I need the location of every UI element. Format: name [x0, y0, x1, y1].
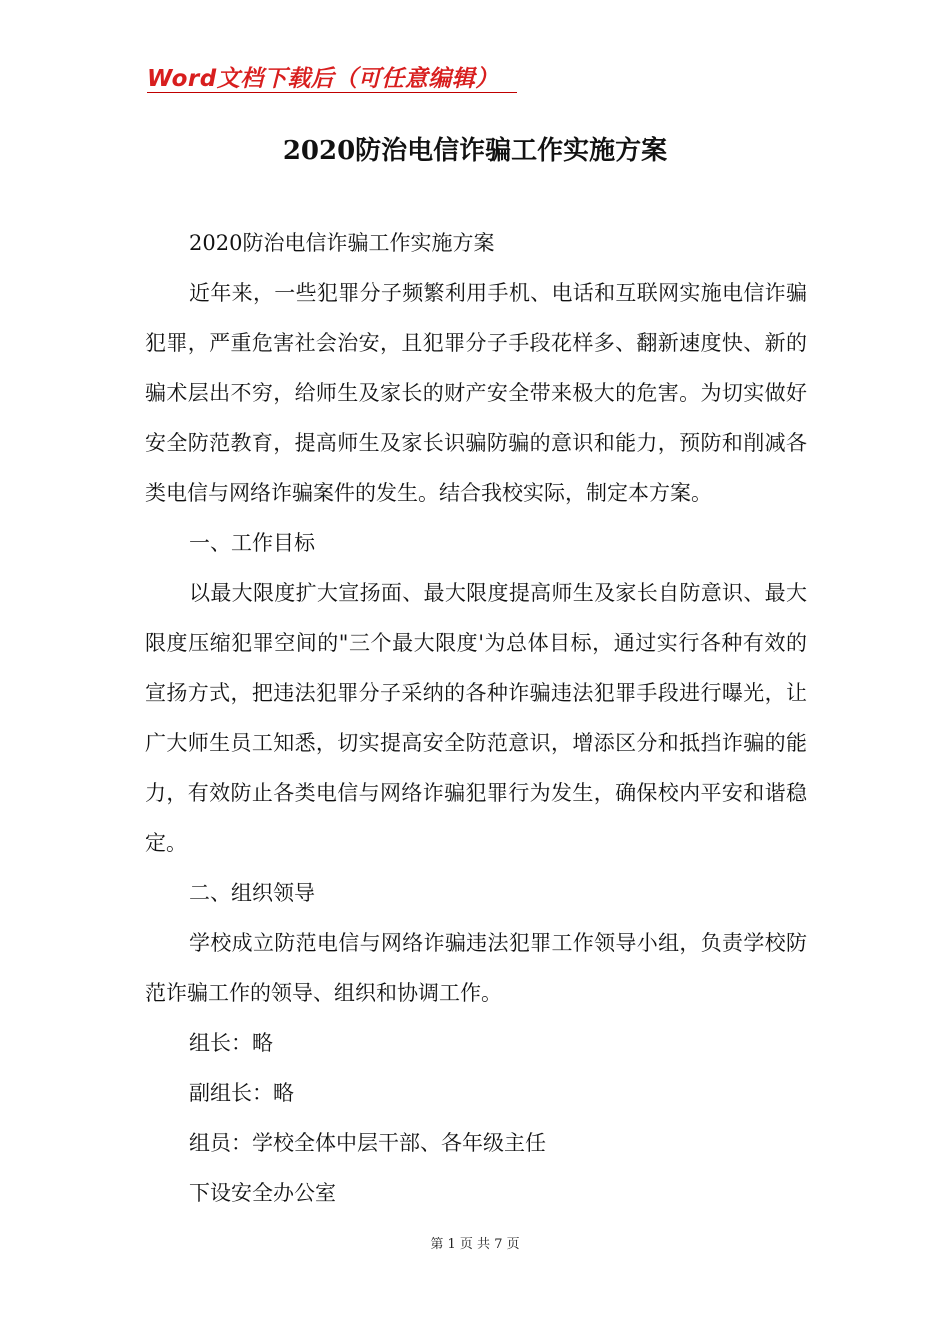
paragraph-members: 组员：学校全体中层干部、各年级主任 [189, 1131, 546, 1155]
paragraph-subtitle: 2020防治电信诈骗工作实施方案 [189, 231, 495, 255]
paragraph-leader: 组长：略 [189, 1031, 273, 1055]
paragraph-organization: 学校成立防范电信与网络诈骗违法犯罪工作领导小组，负责学校防范诈骗工作的领导、组织和协调工作。 [145, 931, 807, 1005]
download-banner-text: Word文档下载后（可任意编辑） [147, 66, 499, 92]
paragraph-goals: 以最大限度扩大宣扬面、最大限度提高师生及家长自防意识、最大限度压缩犯罪空间的"三个最大限度'为总体目标，通过实行各种有效的宣扬方式，把违法犯罪分子采纳的各种诈骗违法犯罪手段进行曝光，让广大师生员工知悉，切实提高安全防范意识，增添区分和抵挡诈骗的能力，有效防止各类电信与网络诈骗犯罪行为发生，确保校内平安和谐稳定。 [145, 581, 807, 855]
download-banner [147, 58, 517, 93]
paragraph-office: 下设安全办公室 [189, 1181, 336, 1205]
paragraph-intro: 近年来，一些犯罪分子频繁利用手机、电话和互联网实施电信诈骗犯罪，严重危害社会治安，且犯罪分子手段花样多、翻新速度快、新的骗术层出不穷，给师生及家长的财产安全带来极大的危害。为切实做好安全防范教育，提高师生及家长识骗防骗的意识和能力，预防和削减各类电信与网络诈骗案件的发生。结合我校实际，制定本方案。 [145, 281, 807, 505]
section-heading-organization: 二、组织领导 [189, 881, 315, 905]
paragraph-deputy-leader: 副组长：略 [189, 1081, 294, 1105]
page-number-footer: 第 1 页 共 7 页 [430, 1237, 520, 1252]
document-body [145, 218, 807, 1218]
section-heading-goals: 一、工作目标 [189, 531, 315, 555]
document-title: 2020防治电信诈骗工作实施方案 [282, 136, 668, 166]
